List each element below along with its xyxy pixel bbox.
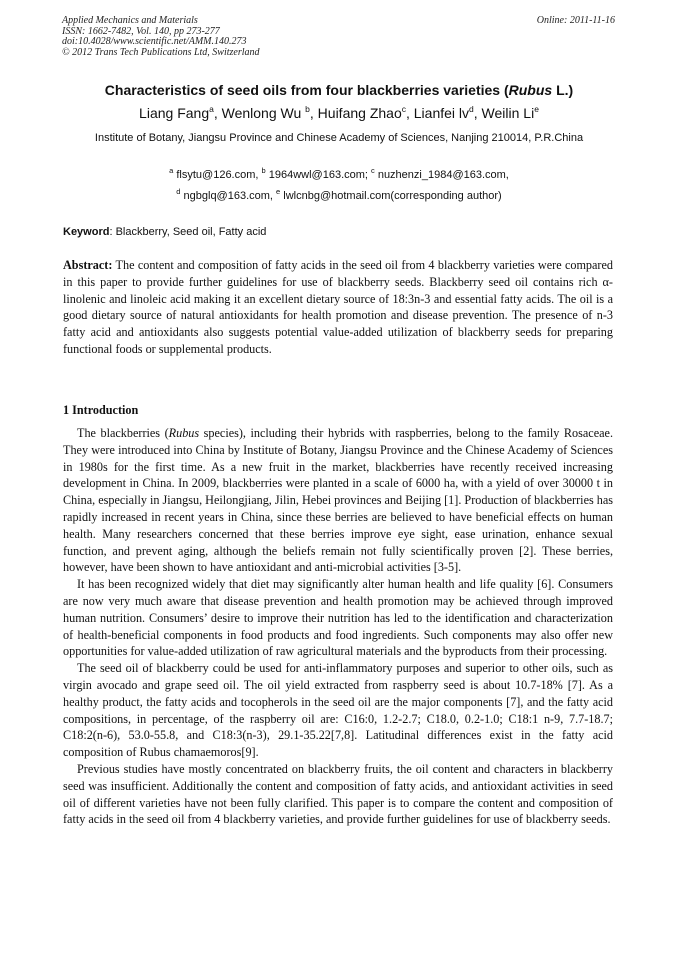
author-5: Weilin Li$^e$ — [481, 104, 539, 121]
journal-header — [62, 16, 260, 58]
paragraph-4: Previous studies have mostly concentrated on blackberry fruits, the oil content and characters in blackberry seed was insufficient. Additionally the content and composition of fatty acids, and antioxidant activities in seed oil of different varieties have not been fully clarified. This paper is to compare the content and composition of fatty acids in the seed oil from 4 blackberry varieties, and provide further guidelines for use of blackberry seeds. — [63, 761, 613, 827]
paper-title — [40, 81, 638, 99]
title-end: L.) — [552, 82, 574, 98]
paragraph-1: The blackberries (Rubus species), including their hybrids with raspberries, belong to the family Rosaceae. They were introduced into China by Institute of Botany, Jiangsu Province and the Chinese Academy of Sciences in 1980s for the first time. As a new fruit in the market, blackberries have recently received increasing development in China. In 2009, blackberries were planted in a scale of 6000 ha, with a yield of over 30000 t in China, especially in Jiangsu, Heilongjiang, Jilin, Hebei provinces and Beijing [1]. Production of blackberries has rapidly increased in recent years in China, since these berries are believed to have beneficial effects on human health. Many researchers concerned that these berries improve eye sight, ease urination, enhance sexual function, and prevent aging, although the beliefs remain not fully scientifically proven [2]. These berries, however, have been shown to have antioxidant and anti-microbial activities [3-5]. — [63, 426, 614, 575]
section-heading-introduction: 1 Introduction — [63, 403, 139, 417]
affiliation: Institute of Botany, Jiangsu Province and Chinese Academy of Sciences, Nanjing 210014, P.R.China — [94, 132, 584, 144]
paragraph-3: The seed oil of blackberry could be used for anti-inflammatory purposes and superior to other oils, such as virgin avocado and grape seed oil. The oil yield extracted from raspberry seed is about 10.7-18% [7]. As a healthy product, the fatty acids and tocopherols in the seed oil are the major components [7], and the fatty acid compositions, in percentage, of the raspberry oil are: C16:0, 1.2-2.7; C18.0, 0.2-1.0; C18:1 n-9, 7.7-18.7; C18:2(n-6), 53.0-55.8, and C18:3(n-3), 29.1-35.22[7,8]. Latitudinal differences exist in the fatty acid composition of Rubus chamaemoros[9]. — [63, 661, 613, 760]
title-main: Characteristics of seed oils from four blackberries varieties ( — [104, 82, 509, 98]
doi-line: doi:10.4028/www.scientific.net/AMM.140.273 — [62, 36, 247, 47]
introduction-body — [63, 425, 613, 828]
title-genus: Rubus — [508, 82, 553, 98]
email-b[interactable]: $^b$ 1964wwl@163.com; — [261, 166, 372, 181]
author-list — [40, 104, 638, 122]
copyright-line: © 2012 Trans Tech Publications Ltd, Switzerland — [62, 46, 260, 58]
author-4: Lianfei $lv^d$, — [413, 104, 482, 121]
abstract — [63, 257, 613, 358]
author-3: Huifang Zhao$^c$, — [317, 104, 414, 121]
keywords — [63, 225, 266, 239]
keyword-text: : Blackberry, Seed oil, Fatty acid — [109, 226, 267, 238]
journal-name: Applied Mechanics and Materials — [62, 15, 198, 26]
author-1: Liang Fang$^a$, — [139, 104, 222, 121]
abstract-label: Abstract: — [63, 258, 113, 272]
email-e[interactable]: $^e$ lwlcnbg@hotmail.com(corresponding author) — [276, 187, 502, 202]
email-line-2 — [40, 189, 638, 203]
email-c[interactable]: $^c$ nuzhenzi_1984@163.com, — [371, 166, 509, 181]
online-date: Online: 2011-11-16 — [536, 15, 615, 26]
email-line-1 — [40, 168, 638, 182]
paragraph-2: It has been recognized widely that diet may significantly alter human health and life quality [6]. Consumers are now very much aware that disease prevention and health promotion may be achieved through improved human nutrition. Consumers’ desire to improve their nutrition has led to the identification and characterization of health-beneficial components in food products and food ingredients. Such components may also offer new opportunities for value-added utilization of raw agricultural materials and the byproducts from their processing. — [63, 577, 613, 659]
keyword-label: Keyword — [63, 226, 110, 238]
issn-line: ISSN: 1662-7482, Vol. 140, pp 273-277 — [62, 25, 220, 37]
author-2: Wenlong Wu $^b$, — [221, 104, 318, 121]
abstract-text: The content and composition of fatty acids in the seed oil from 4 blackberry varieties were compared in this paper to provide further guidelines for use of blackberry seeds. Blackberry seed oil contains rich α-linolenic and linoleic acid making it an excellent dietary source of 18:3n-3 and essential fatty acids. The oil is a good dietary source of natural antioxidants for health promotion and disease prevention. The presence of n-3 fatty acid and antioxidants also suggests potential value-added utilization of blackberry seeds for preparing functional foods or supplemental products. — [63, 258, 613, 356]
email-a[interactable]: $^a$ flsytu@126.com, — [169, 166, 262, 181]
email-d[interactable]: $^d$ ngbglq@163.com, — [176, 187, 277, 202]
